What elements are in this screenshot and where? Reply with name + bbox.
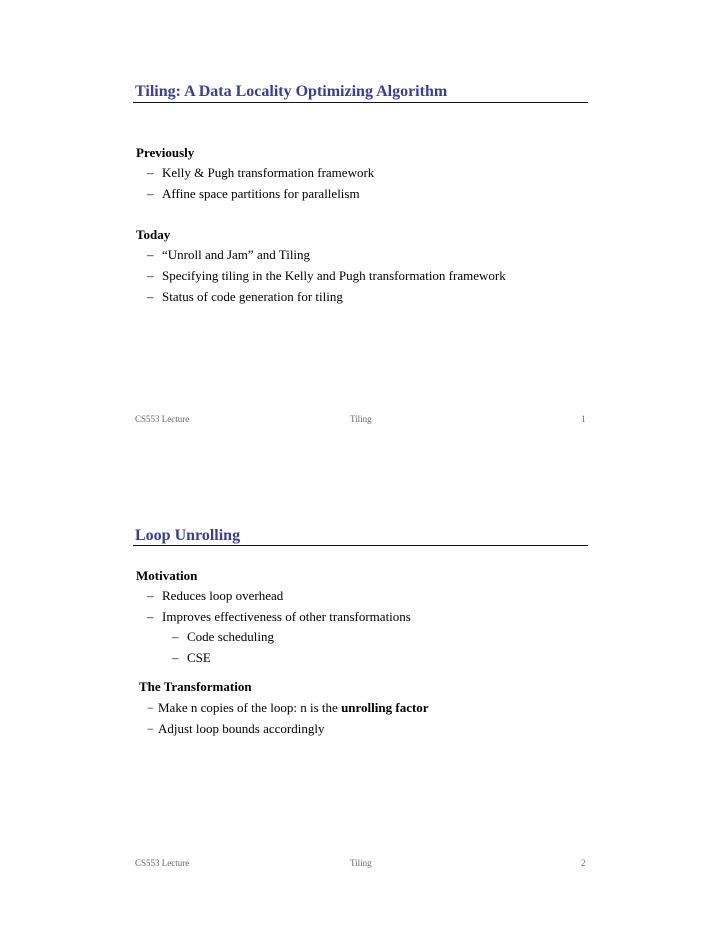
bullet-text: Improves effectiveness of other transformations: [162, 609, 411, 624]
dash-glyph: –: [172, 650, 179, 665]
bullet-item: [147, 268, 506, 284]
dash-glyph: –: [147, 247, 154, 262]
sub-bullet-item: [172, 650, 211, 666]
bullet-item: [147, 609, 411, 625]
dash-glyph: −: [147, 722, 154, 736]
bullet-text: Make n copies of the loop: n is the: [158, 700, 342, 715]
bullet-text: Code scheduling: [187, 629, 275, 644]
footer-course: CS553 Lecture: [135, 858, 190, 868]
bullet-text: Affine space partitions for parallelism: [162, 186, 360, 201]
dash-glyph: −: [147, 701, 154, 715]
bullet-item: [147, 186, 360, 202]
footer-page-number: 1: [581, 414, 586, 424]
bullet-emphasis: unrolling factor: [341, 700, 429, 715]
bullet-item: [147, 247, 310, 263]
footer-topic: Tiling: [350, 414, 372, 424]
slide-2: [0, 443, 720, 909]
bullet-item: [147, 588, 283, 604]
bullet-item: [147, 165, 374, 181]
bullet-item: [147, 700, 429, 716]
bullet-item: [147, 289, 343, 305]
dash-glyph: –: [172, 629, 179, 644]
dash-glyph: –: [147, 609, 154, 624]
section-heading-transformation: The Transformation: [139, 679, 252, 694]
section-heading-previously: Previously: [136, 145, 195, 160]
bullet-text: Specifying tiling in the Kelly and Pugh transformation framework: [162, 268, 506, 283]
dash-glyph: –: [147, 186, 154, 201]
section-heading-today: Today: [136, 227, 171, 242]
footer-page-number: 2: [581, 858, 586, 868]
bullet-item: [147, 721, 324, 737]
sub-bullet-item: [172, 629, 274, 645]
dash-glyph: –: [147, 588, 154, 603]
title-underline: [133, 545, 588, 546]
dash-glyph: –: [147, 289, 154, 304]
slide-title: Loop Unrolling: [135, 527, 241, 544]
footer-course: CS553 Lecture: [135, 414, 190, 424]
bullet-text: Kelly & Pugh transformation framework: [162, 165, 375, 180]
bullet-text: Adjust loop bounds accordingly: [158, 721, 325, 736]
bullet-text: “Unroll and Jam” and Tiling: [162, 247, 311, 262]
title-underline: [133, 102, 588, 103]
slide-title: Tiling: A Data Locality Optimizing Algorithm: [135, 83, 448, 100]
bullet-text: Reduces loop overhead: [162, 588, 284, 603]
dash-glyph: –: [147, 165, 154, 180]
section-heading-motivation: Motivation: [136, 568, 198, 583]
bullet-text: CSE: [187, 650, 211, 665]
footer-topic: Tiling: [350, 858, 372, 868]
bullet-text: Status of code generation for tiling: [162, 289, 343, 304]
dash-glyph: –: [147, 268, 154, 283]
